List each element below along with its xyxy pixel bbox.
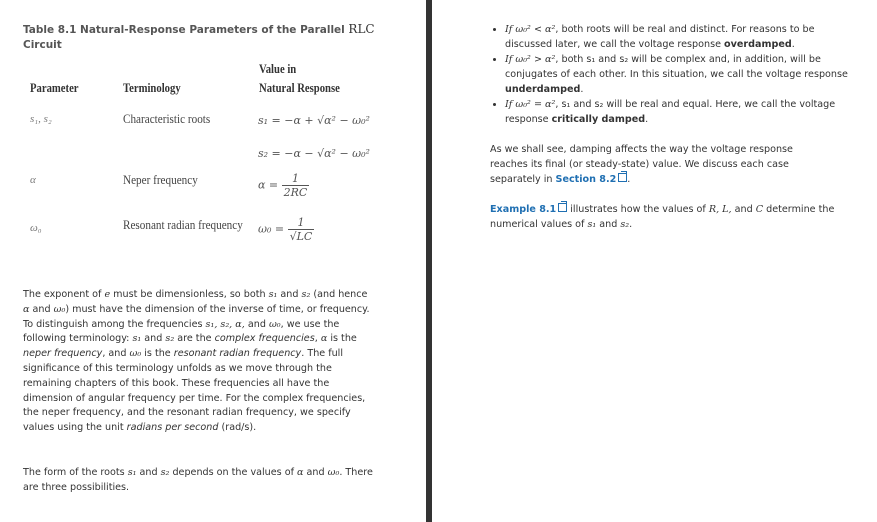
table-title-end: Circuit <box>23 39 62 51</box>
right-page <box>432 0 877 522</box>
header-parameter: Parameter <box>30 80 79 95</box>
external-link-icon[interactable] <box>618 173 627 182</box>
header-value-line2: Natural Response <box>259 80 340 95</box>
damping-cases-list <box>489 22 850 127</box>
bullet-overdamped: • If ω₀² < α², both roots will be real and distinct. For reasons to be discussed later, we call the voltage response overdamped. <box>505 22 850 52</box>
formula-alpha-num: 1 <box>282 172 310 186</box>
example-link[interactable]: Example 8.1 <box>490 204 557 215</box>
header-value-line1: Value in <box>259 61 297 76</box>
formula-alpha-lhs: α = <box>258 178 279 192</box>
paragraph-possibilities: The form of the roots s₁ and s₂ depends on the values of α and ω₀. There are three possibilities. <box>23 467 373 493</box>
bullet-critically-damped: • If ω₀² = α², s₁ and s₂ will be real and equal. Here, we call the voltage response critically damped. <box>505 97 850 127</box>
section-link[interactable]: Section 8.2 <box>555 173 617 185</box>
formula-alpha <box>258 172 309 199</box>
row-neper-parameter: α <box>30 174 36 186</box>
formula-w0-num: 1 <box>288 216 315 230</box>
formula-alpha-den: 2RC <box>283 186 308 199</box>
left-page <box>0 0 426 522</box>
row-roots-terminology: Characteristic roots <box>123 111 211 126</box>
row-resonant-terminology: Resonant radian frequency <box>123 217 243 232</box>
external-link-icon[interactable] <box>558 203 567 212</box>
row-roots-parameter: s₁, s₂ <box>30 113 52 125</box>
formula-w0-fraction <box>288 216 315 243</box>
formula-w0-den: √LC <box>289 230 313 243</box>
formula-alpha-fraction <box>282 172 310 199</box>
table-title-text: Table 8.1 Natural-Response Parameters of the Parallel <box>23 24 345 36</box>
header-terminology: Terminology <box>123 80 181 95</box>
formula-w0-lhs: ω₀ = <box>258 222 285 236</box>
paragraph-terminology: The exponent of e must be dimensionless, so both s₁ and s₂ (and hence α and ω₀) must have the dimension of the inverse of time, or frequency. To distinguish among the frequencies s₁, s₂, α, and ω₀, we use the following terminology: s₁ and s₂ are the complex frequencies, α is the neper frequency, and ω₀ is the resonant radian frequency. The full significance of this terminology unfolds as we move through the remaining chapters of this book. These frequencies all have the dimension of angular frequency per time. For the complex frequencies, the neper frequency, and the resonant radian frequency, we specify values using the unit radians per second (rad/s). <box>23 289 370 434</box>
bullet-underdamped: • If ω₀² > α², both s₁ and s₂ will be complex and, in addition, will be conjugates of each other. In this situation, we call the voltage response underdamped. <box>505 52 850 97</box>
formula-s1: s₁ = −α + √α² − ω₀² <box>258 114 370 127</box>
formula-w0 <box>258 216 314 243</box>
table-title <box>23 22 403 53</box>
row-neper-terminology: Neper frequency <box>123 172 198 187</box>
paragraph-damping: As we shall see, damping affects the way the voltage response reaches its final (or steady-state) value. We discuss each case separately in Section 8.2 . <box>490 144 793 185</box>
table-title-rlc: RLC <box>348 22 375 36</box>
row-resonant-parameter: ω₀ <box>30 222 42 234</box>
paragraph-example: Example 8.1 illustrates how the values of R, L, and C determine the numerical values of s₁ and s₂. <box>490 204 835 230</box>
formula-s2: s₂ = −α − √α² − ω₀² <box>258 147 370 160</box>
